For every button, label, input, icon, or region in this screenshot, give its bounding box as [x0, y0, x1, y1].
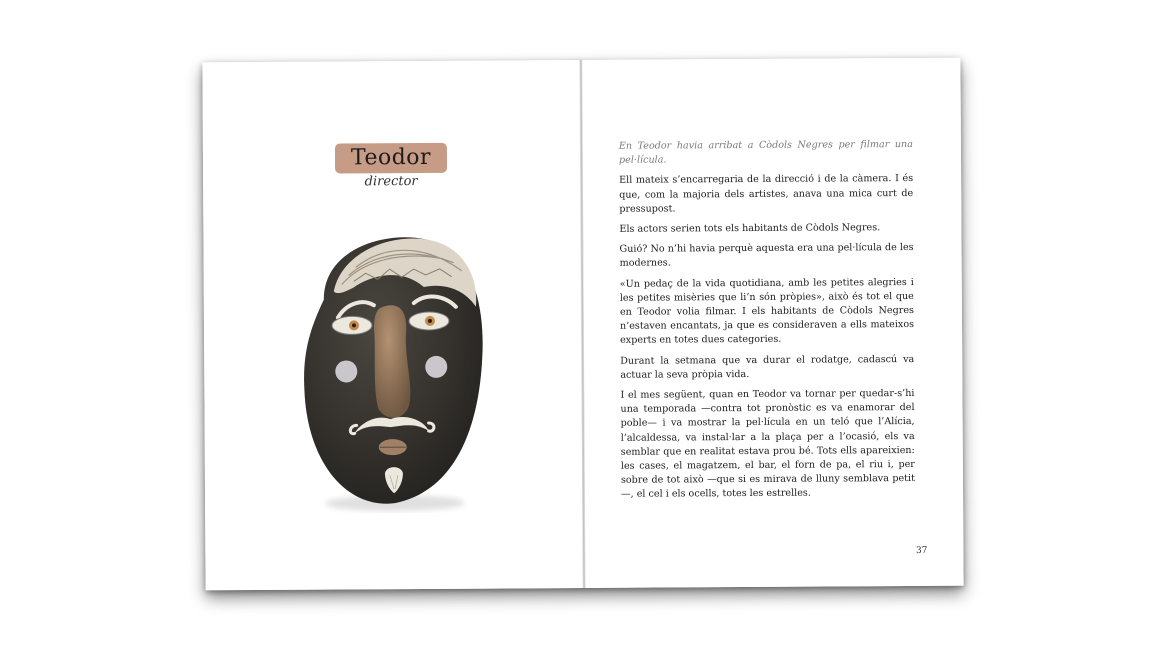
- paragraph-5: Durant la setmana que va durar el rodatge, cadascú va actuar la seva pròpia vida.: [620, 353, 915, 381]
- left-page: [202, 60, 583, 590]
- paragraph-4: «Un pedaç de la vida quotidiana, amb les petites alegries i les petites misèries que li’n són pròpies», això és tot el que en Teodor volia filmar. I els habitants de Còdols Negres n’estaven encantats, ja que es consideraven a ells mateixos experts en totes dues categories.: [619, 276, 915, 347]
- page-number: 37: [915, 545, 928, 556]
- paragraph-2: Els actors serien tots els habitants de Còdols Negres.: [619, 222, 881, 235]
- right-page: [582, 58, 963, 588]
- character-name-tag: Teodor: [335, 143, 447, 174]
- lead-paragraph: En Teodor havia arribat a Còdols Negres per filmar una pel·lícula.: [618, 138, 913, 166]
- stone-mask-illustration: [293, 229, 495, 520]
- paragraph-6: I el mes següent, quan en Teodor va tornar per quedar-s’hi una temporada —contra tot pronòstic es va enamorar del poble— i va mostrar la pel·lícula en un teló que l’Alícia, l’alcaldessa, va instal·lar a la plaça per a l’ocasió, els va semblar que en realitat estava prou bé. Tots ells apareixien: les cases, el magatzem, el bar, el forn de pa, el riu i, per sobre de tot això —que si es mirava de lluny semblava petit—, el cel i els ocells, totes les estrelles.: [620, 388, 915, 501]
- stone-mask-image: [293, 229, 495, 520]
- story-text-column: [619, 138, 915, 508]
- open-book: [202, 58, 963, 591]
- paragraph-1: Ell mateix s’encarregaria de la direcció i de la càmera. I és que, com la majoria dels artistes, anava una mica curt de pressupost.: [619, 173, 914, 215]
- character-role: director: [364, 174, 418, 190]
- paragraph-3: Guió? No n’hi havia perquè aquesta era una pel·lícula de les modernes.: [619, 242, 914, 270]
